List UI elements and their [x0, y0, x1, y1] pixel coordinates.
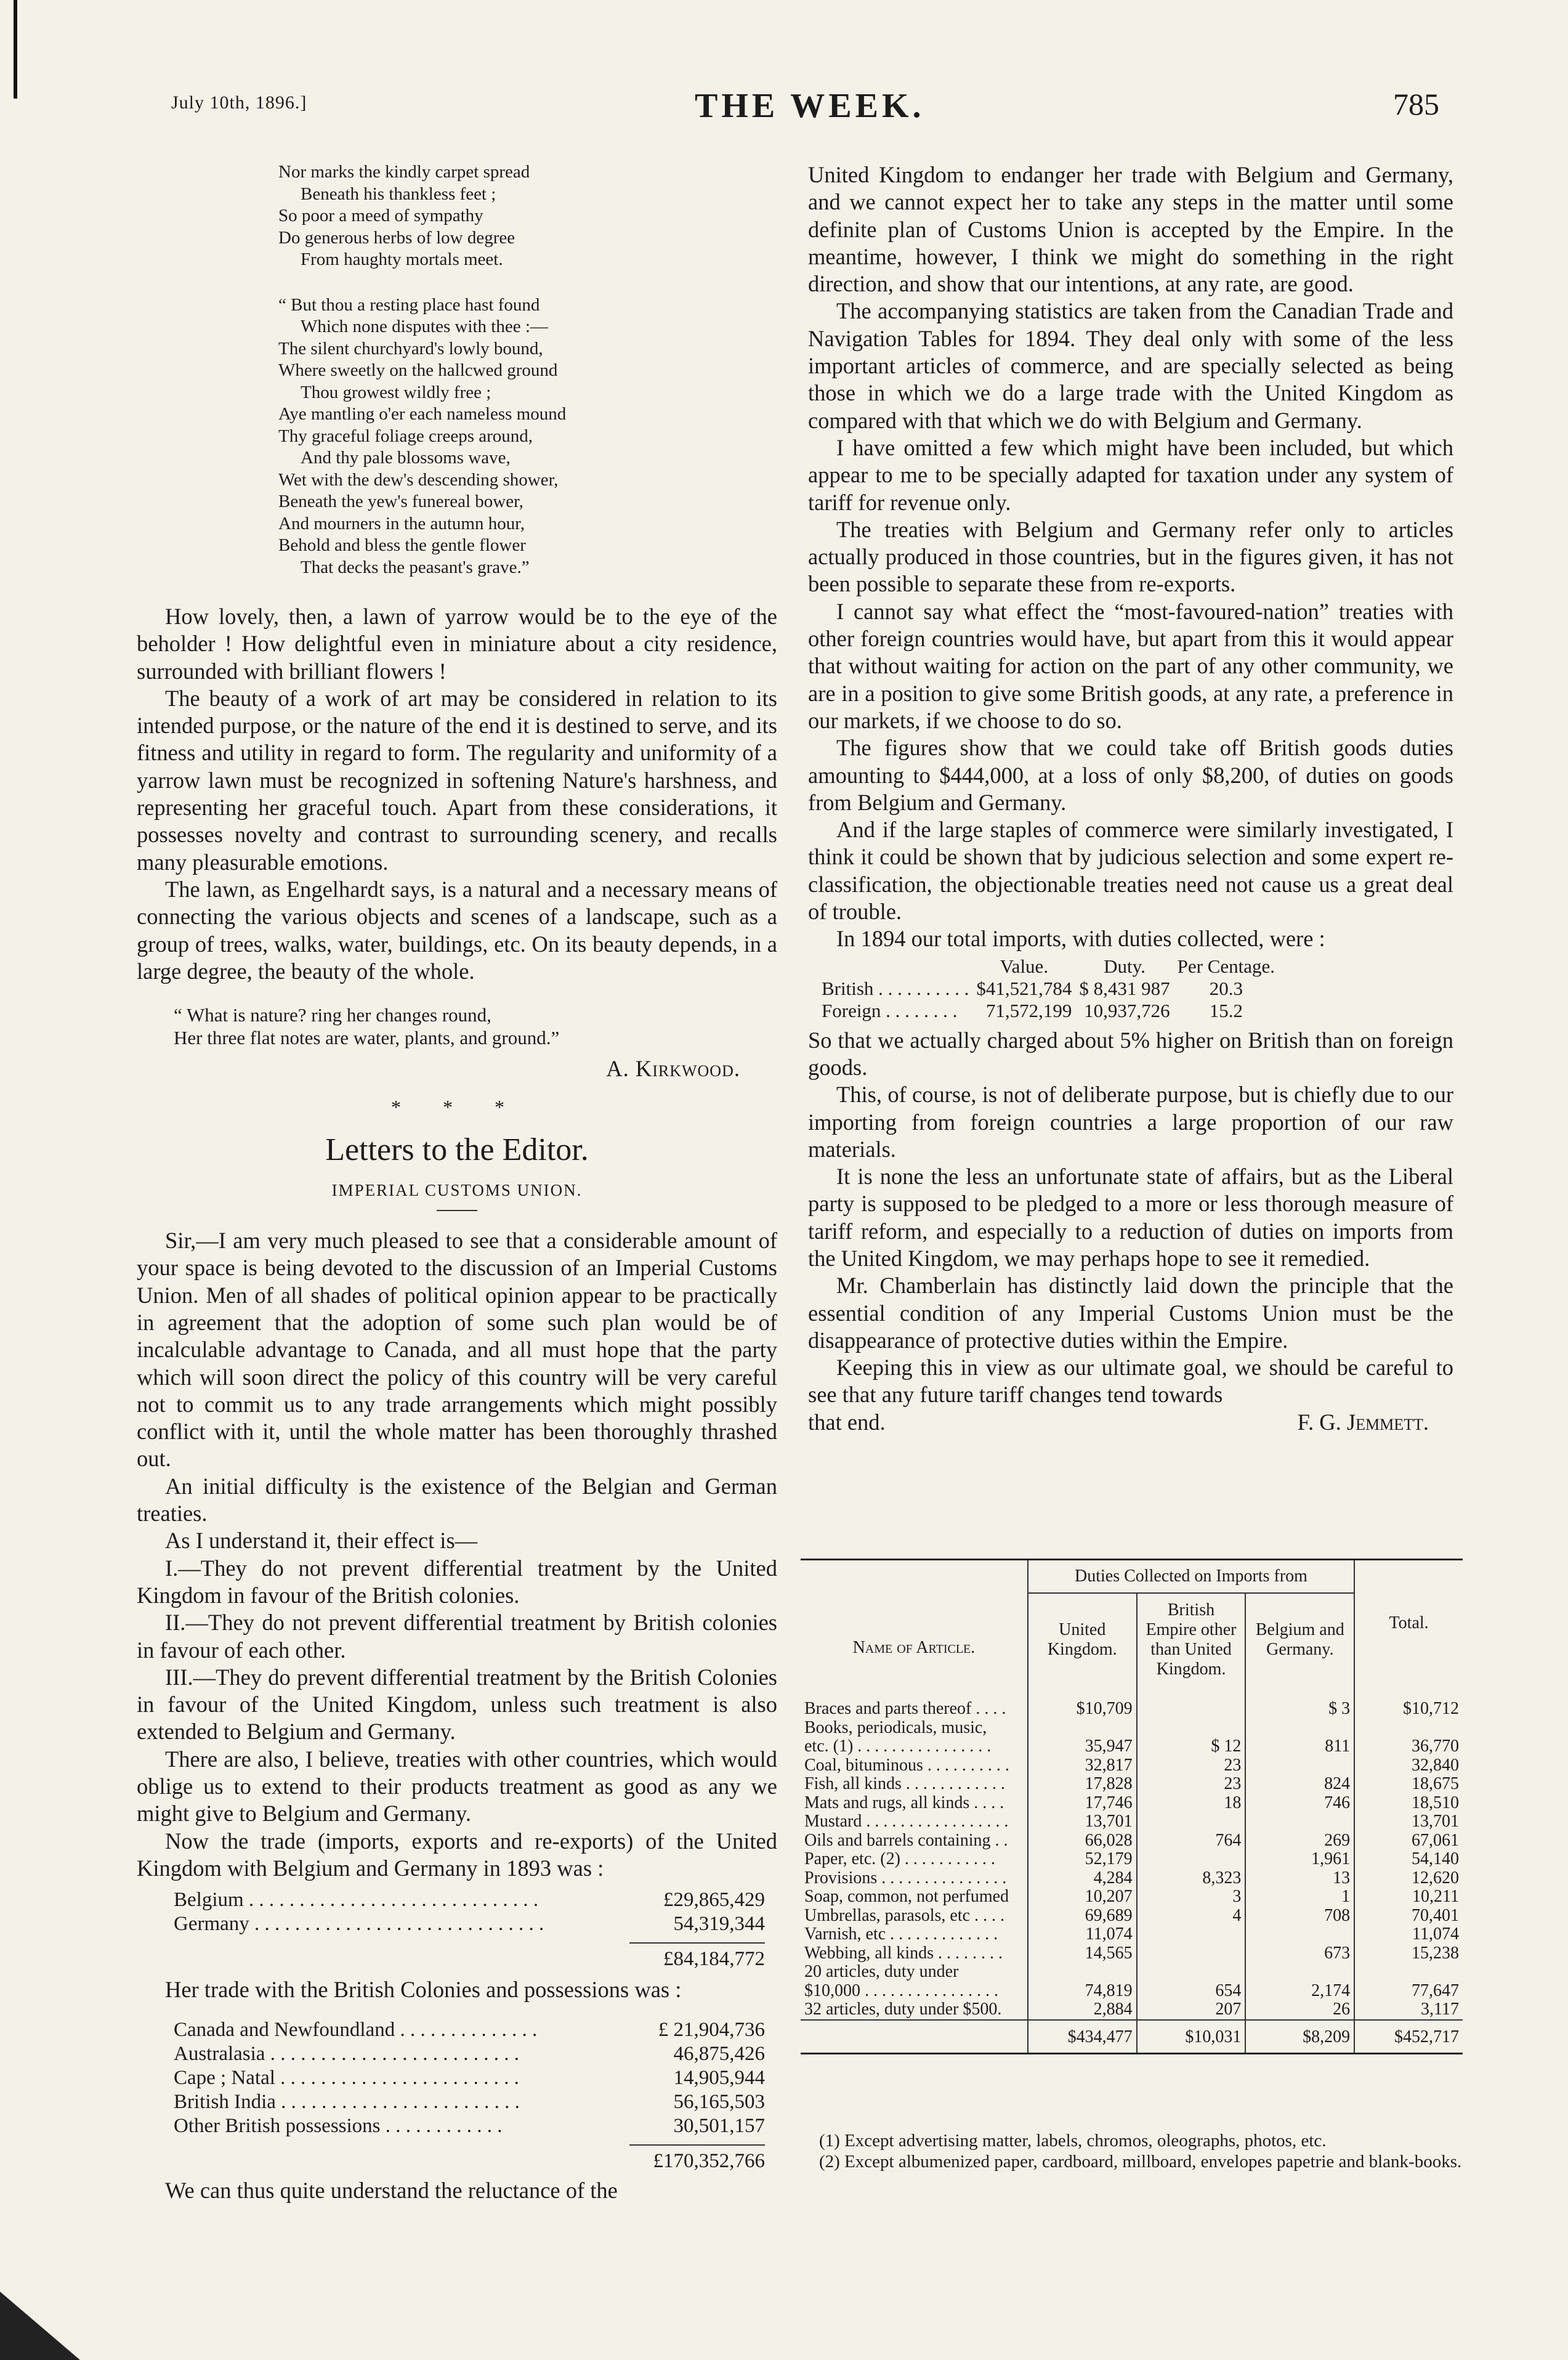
trade-value: 54,319,344: [673, 1913, 765, 1936]
poem-line: Which none disputes with thee :—: [301, 317, 548, 336]
trade-list-colonies: [174, 2018, 765, 2173]
duties-row: [801, 1737, 1463, 1756]
row-article: Braces and parts thereof . . . .: [804, 1699, 1006, 1718]
poem-stanza-2: [278, 294, 777, 579]
scan-corner-shadow: [0, 2292, 80, 2360]
row-uk: 4,284: [1028, 1869, 1137, 1888]
trade-row: [174, 1912, 765, 1936]
duties-row: [801, 1888, 1463, 1907]
letter-paragraph: An initial difficulty is the existence of the Belgian and German treaties.: [137, 1473, 777, 1527]
row-article: $10,000 . . . . . . . . . . . . . . . .: [804, 1981, 998, 2000]
letter-paragraph: I have omitted a few which might have been included, but which appear to me to be specially adapted for taxation under any system of tariff for revenue only.: [808, 434, 1453, 515]
row-empire: [1137, 1925, 1246, 1944]
row-total: [1354, 1719, 1463, 1738]
left-column: [137, 161, 777, 2205]
letter-paragraph: It is none the less an unfortunate state of affairs, but as the Liberal party is supposed to be pledged to a more or less thorough measure of tariff reform, and especially to a reduction of duties on imports from the United Kingdom, we may perhaps hope to see it remedied.: [808, 1164, 1453, 1271]
row-article: Mustard . . . . . . . . . . . . . . . . .: [804, 1812, 1009, 1831]
row-total: 67,061: [1354, 1831, 1463, 1851]
row-uk: 17,828: [1028, 1775, 1137, 1794]
duties-row: [801, 1719, 1463, 1738]
row-empire: 764: [1137, 1831, 1246, 1851]
duties-table: [801, 1559, 1463, 2054]
trade-row: [174, 2090, 765, 2114]
col-header-empire: British Empire other than United Kingdom.: [1137, 1593, 1246, 1686]
row-empire: 207: [1137, 2000, 1246, 2020]
imports-origin: British . . . . . . . . . .: [822, 977, 969, 999]
letter-paragraph: And if the large staples of commerce were similarly investigated, I think it could be shown that by judicious selection and some expert re-classification, the objectionable treaties need not cause us a great deal of trouble.: [808, 817, 1453, 925]
right-column: [808, 161, 1453, 1436]
letter-paragraph: Sir,—I am very much pleased to see that a considerable amount of your space is being devoted to the discussion of an Imperial Customs Union. Men of all shades of political opinion appear to be practically in agreement that the adoption of some such plan would be of incalculable advantage to Canada, and all must hope that the party which will soon direct the policy of this country will be very careful not to commit us to any trade arrangements which might possibly conflict with it, until the whole matter has been thoroughly thrashed out.: [137, 1228, 777, 1472]
poem-line: And thy pale blossoms wave,: [301, 448, 511, 468]
poem-line: Do generous herbs of low degree: [278, 227, 515, 248]
sum-rule: [629, 1942, 765, 1944]
letter-closing-text: that end.: [808, 1409, 886, 1435]
row-bg: 708: [1245, 1907, 1354, 1926]
closing-quote: [174, 1004, 777, 1049]
footnote: (2) Except albumenized paper, cardboard, millboard, envelopes papetrie and blank-books.: [819, 2152, 1462, 2171]
trade-value: 46,875,426: [673, 2043, 765, 2066]
letter-paragraph: Keeping this in view as our ultimate goal, we should be careful to see that any future tariff changes tend towards: [808, 1355, 1453, 1408]
row-bg: 824: [1245, 1775, 1354, 1794]
trade-value: 14,905,944: [673, 2067, 765, 2090]
imports-header-duty: Duty.: [1104, 955, 1146, 977]
trade-value: £ 21,904,736: [658, 2019, 765, 2042]
row-uk: 52,179: [1028, 1850, 1137, 1869]
letter-paragraph: This, of course, is not of deliberate purpose, but is chiefly due to our importing from foreign countries a large proportion of our raw materials.: [808, 1082, 1453, 1162]
trade-country: Germany . . . . . . . . . . . . . . . . . . . . . . . . . . . . .: [174, 1913, 544, 1936]
row-empire: 3: [1137, 1888, 1246, 1907]
trade-row: [174, 2066, 765, 2090]
poem-line: And mourners in the autumn hour,: [278, 513, 525, 533]
trade-country: Belgium . . . . . . . . . . . . . . . . . . . . . . . . . . . . .: [174, 1889, 539, 1912]
imports-header-pct: Per Centage.: [1177, 955, 1275, 977]
row-bg: 746: [1245, 1794, 1354, 1813]
row-bg: [1245, 1719, 1354, 1738]
row-article: etc. (1) . . . . . . . . . . . . . . . .: [804, 1737, 992, 1756]
trade-region: Australasia . . . . . . . . . . . . . . . . . . . . . . . . .: [174, 2043, 519, 2066]
row-uk: 17,746: [1028, 1794, 1137, 1813]
trade-region: British India . . . . . . . . . . . . . . . . . . . . . . . .: [174, 2091, 520, 2114]
row-bg: 26: [1245, 2000, 1354, 2020]
poem-line: Behold and bless the gentle flower: [278, 535, 526, 555]
poem-line: Thy graceful foliage creeps around,: [278, 426, 533, 446]
poem-line: Wet with the dew's descending shower,: [278, 469, 559, 490]
trade-list-belgium-germany: [174, 1888, 765, 1971]
quote-line: “ What is nature? ring her changes round,: [174, 1004, 491, 1026]
col-header-total: Total.: [1354, 1560, 1463, 1686]
imports-pct: 20.3: [1209, 977, 1243, 999]
masthead-title: THE WEEK.: [695, 87, 925, 125]
duties-row: [801, 1686, 1463, 1719]
duties-row: [801, 1982, 1463, 2001]
row-empire: [1137, 1850, 1246, 1869]
row-bg: 811: [1245, 1737, 1354, 1756]
duties-row: [801, 1775, 1463, 1794]
trade-row: [174, 2018, 765, 2042]
row-article: 20 articles, duty under: [804, 1963, 959, 1981]
row-uk: [1028, 1719, 1137, 1738]
sum-rule: [629, 2144, 765, 2146]
row-total: 11,074: [1354, 1925, 1463, 1944]
letter-paragraph: Her trade with the British Colonies and possessions was :: [165, 1977, 682, 2003]
quote-line: Her three flat notes are water, plants, and ground.”: [174, 1027, 560, 1049]
col-header-uk: United Kingdom.: [1028, 1593, 1137, 1686]
duties-row: [801, 1944, 1463, 1963]
letter-paragraph: The figures show that we could take off British goods duties amounting to $444,000, at a loss of only $8,200, of duties on goods from Belgium and Germany.: [808, 735, 1453, 815]
duties-row: [801, 1812, 1463, 1831]
imports-table: [808, 955, 1453, 1022]
letter-paragraph: We can thus quite understand the reluctance of the: [165, 2178, 618, 2204]
row-article: Provisions . . . . . . . . . . . . . . .: [804, 1868, 1007, 1888]
row-total: 32,840: [1354, 1756, 1463, 1775]
row-total: 70,401: [1354, 1907, 1463, 1926]
row-bg: 673: [1245, 1944, 1354, 1963]
row-bg: [1245, 1963, 1354, 1982]
total-label: [801, 2020, 1028, 2053]
row-bg: $ 3: [1245, 1686, 1354, 1719]
row-total: 12,620: [1354, 1869, 1463, 1888]
row-empire: [1137, 1719, 1246, 1738]
row-article: Books, periodicals, music,: [804, 1718, 987, 1737]
col-header-article: Name of Article.: [852, 1637, 976, 1657]
row-empire: 654: [1137, 1982, 1246, 2001]
row-empire: 23: [1137, 1775, 1246, 1794]
duties-row: [801, 1794, 1463, 1813]
trade-row: [174, 2114, 765, 2138]
imports-origin: Foreign . . . . . . . .: [822, 999, 958, 1021]
imports-row: [822, 978, 1282, 1000]
duties-row: [801, 1907, 1463, 1926]
row-uk: $10,709: [1028, 1686, 1137, 1719]
trade-region: Cape ; Natal . . . . . . . . . . . . . . . . . . . . . . . .: [174, 2067, 519, 2090]
duties-total-row: [801, 2020, 1463, 2053]
row-uk: 10,207: [1028, 1888, 1137, 1907]
letter-subhead: IMPERIAL CUSTOMS UNION.: [331, 1180, 583, 1199]
row-total: 13,701: [1354, 1812, 1463, 1831]
footnotes: [801, 2130, 1463, 2172]
row-bg: 1: [1245, 1888, 1354, 1907]
row-uk: 74,819: [1028, 1982, 1137, 2001]
trade-row: [174, 2042, 765, 2066]
letter-signature: F. G. Jemmett.: [1297, 1409, 1429, 1435]
row-total: 18,510: [1354, 1794, 1463, 1813]
row-empire: 4: [1137, 1907, 1246, 1926]
row-total: 77,647: [1354, 1982, 1463, 2001]
row-total: 36,770: [1354, 1737, 1463, 1756]
trade-total: £84,184,772: [663, 1948, 765, 1971]
row-article: Paper, etc. (2) . . . . . . . . . . .: [804, 1850, 995, 1868]
total-empire: $10,031: [1137, 2020, 1246, 2053]
row-total: [1354, 1963, 1463, 1982]
row-uk: [1028, 1963, 1137, 1982]
row-uk: 69,689: [1028, 1907, 1137, 1926]
col-group-header: Duties Collected on Imports from: [1028, 1560, 1354, 1593]
letter-paragraph: So that we actually charged about 5% higher on British than on foreign goods.: [808, 1027, 1453, 1080]
row-uk: 32,817: [1028, 1756, 1137, 1775]
row-empire: $ 12: [1137, 1737, 1246, 1756]
letter-paragraph: In 1894 our total imports, with duties collected, were :: [836, 926, 1325, 952]
row-article: Soap, common, not perfumed: [804, 1888, 1009, 1906]
poem-line: Aye mantling o'er each nameless mound: [278, 404, 567, 424]
row-total: 18,675: [1354, 1775, 1463, 1794]
poem-line: Beneath his thankless feet ;: [301, 184, 496, 204]
duties-row: [801, 1925, 1463, 1944]
letter-closing: [808, 1409, 1453, 1436]
letter-paragraph: The treaties with Belgium and Germany refer only to articles actually produced in those countries, but in the figures given, it has not been possible to separate these from re-exports.: [808, 516, 1453, 597]
row-bg: 2,174: [1245, 1982, 1354, 2001]
row-uk: 14,565: [1028, 1944, 1137, 1963]
section-divider-stars: * * *: [391, 1096, 523, 1119]
letter-paragraph: The accompanying statistics are taken from the Canadian Trade and Navigation Tables for 1894. They deal only with some of the less important articles of commerce, and are specially selected as being those in which we do a large trade with the United Kingdom as compared with that which we do with Belgium and Germany.: [808, 298, 1453, 433]
row-article: 32 articles, duty under $500.: [804, 2000, 1002, 2019]
duties-row: [801, 1831, 1463, 1851]
trade-row: [174, 1888, 765, 1912]
row-total: 3,117: [1354, 2000, 1463, 2020]
row-bg: 13: [1245, 1869, 1354, 1888]
row-empire: 23: [1137, 1756, 1246, 1775]
page-number: 785: [1393, 87, 1439, 121]
scan-edge-mark: [14, 0, 17, 99]
row-article: Mats and rugs, all kinds . . . .: [804, 1793, 1004, 1812]
row-article: Oils and barrels containing . .: [804, 1831, 1008, 1850]
total-all: $452,717: [1354, 2020, 1463, 2053]
trade-value: £29,865,429: [663, 1889, 765, 1912]
imports-duty: $ 8,431 987: [1079, 977, 1170, 999]
trade-region: Canada and Newfoundland . . . . . . . . . . . . . .: [174, 2019, 538, 2042]
letter-paragraph: As I understand it, their effect is—: [165, 1528, 478, 1554]
essay-paragraph: How lovely, then, a lawn of yarrow would be to the eye of the beholder ! How delightful even in miniature about a city residence, surrounded with brilliant flowers !: [137, 604, 777, 684]
row-article: Coal, bituminous . . . . . . . . . .: [804, 1756, 1009, 1775]
section-title: Letters to the Editor.: [325, 1132, 589, 1167]
row-empire: 8,323: [1137, 1869, 1246, 1888]
footnote: (1) Except advertising matter, labels, chromos, oleographs, photos, etc.: [819, 2131, 1327, 2151]
row-empire: [1137, 1963, 1246, 1982]
imports-row: [822, 1000, 1282, 1022]
letter-paragraph: Mr. Chamberlain has distinctly laid down the principle that the essential condition of any Imperial Customs Union must be the disappearance of protective duties within the Empire.: [808, 1273, 1453, 1353]
letter-paragraph: III.—They do prevent differential treatment by the British Colonies in favour of the United Kingdom, unless such treatment is also extended to Belgium and Germany.: [137, 1664, 777, 1745]
row-total: 15,238: [1354, 1944, 1463, 1963]
row-empire: [1137, 1944, 1246, 1963]
duties-row: [801, 1869, 1463, 1888]
row-total: $10,712: [1354, 1686, 1463, 1719]
letter-paragraph: Now the trade (imports, exports and re-exports) of the United Kingdom with Belgium and Germany in 1893 was :: [137, 1828, 777, 1881]
trade-total: £170,352,766: [653, 2150, 765, 2173]
row-article: Varnish, etc . . . . . . . . . . . . .: [804, 1925, 998, 1944]
duties-row: [801, 1850, 1463, 1869]
row-uk: 66,028: [1028, 1831, 1137, 1851]
poem-line: Beneath the yew's funereal bower,: [278, 492, 523, 511]
imports-pct: 15.2: [1209, 999, 1243, 1021]
imports-duty: 10,937,726: [1084, 999, 1170, 1021]
row-bg: [1245, 1756, 1354, 1775]
row-bg: 1,961: [1245, 1850, 1354, 1869]
letter-paragraph: There are also, I believe, treaties with other countries, which would oblige us to extend to their products treatment as good as any we might give to Belgium and Germany.: [137, 1746, 777, 1827]
row-article: Umbrellas, parasols, etc . . . .: [804, 1906, 1005, 1925]
row-empire: 18: [1137, 1794, 1246, 1813]
duties-row: [801, 1756, 1463, 1775]
poem-line: That decks the peasant's grave.”: [301, 557, 530, 577]
row-empire: [1137, 1686, 1246, 1719]
row-empire: [1137, 1812, 1246, 1831]
poem-line: “ But thou a resting place hast found: [278, 294, 540, 315]
imports-value: $41,521,784: [976, 977, 1072, 999]
imports-value: 71,572,199: [985, 999, 1072, 1021]
essay-paragraph: The beauty of a work of art may be considered in relation to its intended purpose, or the nature of the end it is destined to serve, and its fitness and utility in regard to form. The regularity and uniformity of a yarrow lawn must be recognized in softening Nature's harshness, and representing her graceful touch. Apart from these considerations, it possesses novelty and contrast to surrounding scenery, and recalls many pleasurable emotions.: [137, 685, 777, 875]
row-total: 10,211: [1354, 1888, 1463, 1907]
issue-date: July 10th, 1896.]: [171, 92, 307, 113]
poem-line: The silent churchyard's lowly bound,: [278, 338, 543, 359]
total-uk: $434,477: [1028, 2020, 1137, 2053]
col-header-bg: Belgium and Germany.: [1245, 1593, 1354, 1686]
imports-header-value: Value.: [1000, 955, 1049, 977]
poem-stanza-1: [278, 161, 777, 271]
row-uk: 2,884: [1028, 2000, 1137, 2020]
poem-line: So poor a meed of sympathy: [278, 206, 483, 225]
duties-row: [801, 1963, 1463, 1982]
trade-value: 56,165,503: [673, 2091, 765, 2114]
row-uk: 11,074: [1028, 1925, 1137, 1944]
row-article: Fish, all kinds . . . . . . . . . . . .: [804, 1775, 1005, 1793]
duties-row: [801, 2000, 1463, 2020]
trade-region: Other British possessions . . . . . . . . . . . .: [174, 2115, 503, 2138]
row-uk: 35,947: [1028, 1737, 1137, 1756]
essay-signature: A. Kirkwood.: [606, 1056, 740, 1082]
poem-line: Thou growest wildly free ;: [301, 382, 491, 402]
letter-paragraph: I cannot say what effect the “most-favoured-nation” treaties with other foreign countries would have, but apart from this it would appear that without waiting for action on the part of any other community, we are in a position to give some British goods, at any rate, a preference in our markets, if we choose to do so.: [808, 598, 1453, 733]
letter-paragraph: I.—They do not prevent differential treatment by the United Kingdom in favour of the British colonies.: [137, 1555, 777, 1608]
trade-value: 30,501,157: [673, 2115, 765, 2138]
letter-paragraph: United Kingdom to endanger her trade with Belgium and Germany, and we cannot expect her to take any steps in the matter until some definite plan of Customs Union is accepted by the Empire. In the meantime, however, I think we might do something in the right direction, and show that our intentions, at any rate, are good.: [808, 162, 1453, 297]
row-article: Webbing, all kinds . . . . . . . .: [804, 1944, 1003, 1963]
poem-line: Nor marks the kindly carpet spread: [278, 162, 530, 182]
section-rule: [437, 1210, 477, 1211]
row-total: 54,140: [1354, 1850, 1463, 1869]
essay-paragraph: The lawn, as Engelhardt says, is a natural and a necessary means of connecting the various objects and scenes of a landscape, such as a group of trees, walks, water, buildings, etc. On its beauty depends, in a large degree, the beauty of the whole.: [137, 876, 777, 984]
letter-paragraph: II.—They do not prevent differential treatment by British colonies in favour of each other.: [137, 1610, 777, 1663]
poem-line: Where sweetly on the hallcwed ground: [278, 360, 558, 380]
row-bg: [1245, 1812, 1354, 1831]
row-bg: 269: [1245, 1831, 1354, 1851]
row-bg: [1245, 1925, 1354, 1944]
row-uk: 13,701: [1028, 1812, 1137, 1831]
total-bg: $8,209: [1245, 2020, 1354, 2053]
poem-line: From haughty mortals meet.: [301, 249, 503, 269]
